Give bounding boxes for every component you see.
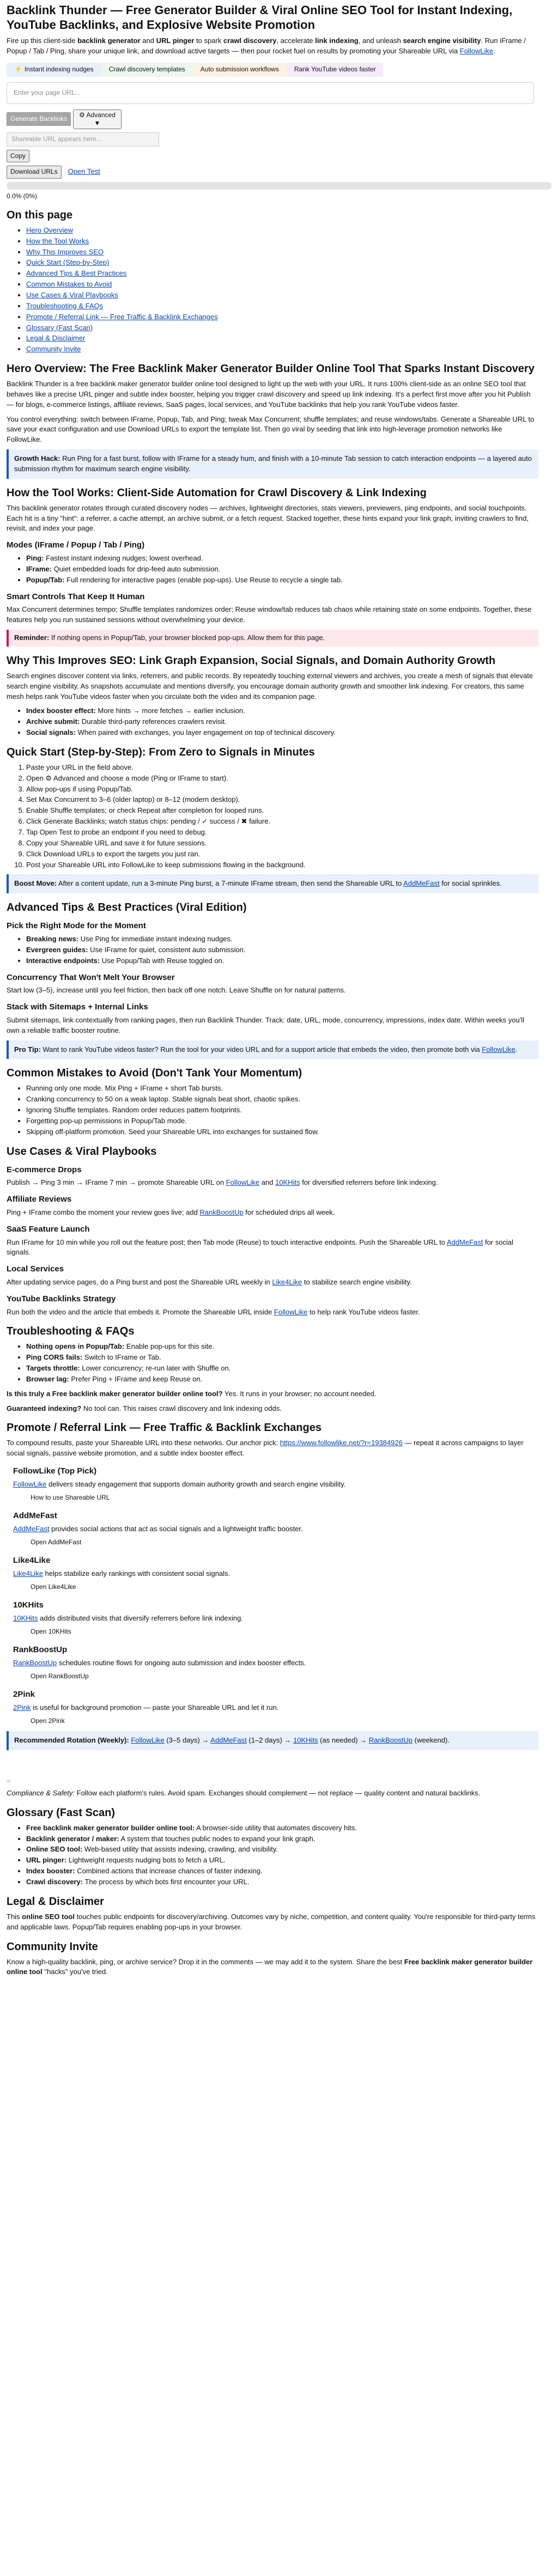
toc-link[interactable]: Quick Start (Step-by-Step) — [26, 258, 110, 267]
list-item: • Forgetting pop-up permissions in Popup/Tab mode. — [26, 1116, 538, 1126]
loading-indicator — [7, 1780, 11, 1783]
list-item: • Backlink generator / maker: A system that touches public nodes to expand your link graph. — [26, 1834, 538, 1844]
10khits-link[interactable]: 10KHits — [275, 1178, 300, 1187]
stack-title: Stack with Sitemaps + Internal Links — [7, 1002, 148, 1012]
legal-text: This online SEO tool touches public endpoints for discovery/archiving. Outcomes vary by niche, competition, and content quality. You're responsible for third-party terms and applicable laws. Popup/Tab requires enabling pop-ups in your browser. — [7, 1912, 536, 1931]
toc-link[interactable]: Why This Improves SEO — [26, 247, 104, 256]
smart-controls-text: Max Concurrent determines tempo; Shuffle templates randomizes order; Reuse window/tab reduces tab chaos while retaining state on some endpoints. Together, these features help you run sustained sessions without overwhelming your device. — [7, 605, 532, 624]
list-item: • Free backlink maker generator builder online tool: A browser-side utility that automates discovery hits. — [26, 1823, 538, 1834]
list-item: • Social signals: When paired with exchanges, you layer engagement on top of technical discovery. — [26, 728, 538, 738]
toc-link[interactable]: Hero Overview — [26, 226, 73, 234]
list-item: • IFrame: Quiet embedded loads for drip-feed auto submission. — [26, 564, 538, 575]
tab-rank-youtube[interactable]: Rank YouTube videos faster — [287, 63, 384, 76]
lightning-icon: ⚡ — [14, 65, 22, 74]
use-cases-title: Use Cases & Viral Playbooks — [7, 1145, 157, 1158]
list-item: • Evergreen guides: Use IFrame for quiet, consistent auto submission. — [26, 945, 538, 955]
partner-button[interactable]: Open 10KHits — [31, 1627, 71, 1635]
toc-title: On this page — [7, 209, 73, 221]
saas-text: Run IFrame for 10 min while you roll out the feature post; then Tab mode (Reuse) to touch interactive endpoints. Push the Shareable URL to AddMeFast for social signals. — [7, 1238, 514, 1257]
addmefast-link[interactable]: AddMeFast — [446, 1238, 483, 1246]
list-item: • Breaking news: Use Ping for immediate instant indexing nudges. — [26, 934, 538, 945]
list-item: 6. Click Generate Backlinks; watch status chips: pending / ✓ success / ✖ failure. — [26, 817, 538, 827]
community-text: Know a high-quality backlink, ping, or archive service? Drop it in the comments — we may add it to the system. Share the best Free backlink maker generator builder online tool "hacks" you've tried. — [7, 1957, 533, 1976]
quick-start-steps — [7, 763, 538, 870]
addmefast-link[interactable]: AddMeFast — [403, 879, 440, 888]
list-item: • Running only one mode. Mix Ping + IFrame + short Tab bursts. — [26, 1083, 538, 1094]
partner-link[interactable]: Like4Like — [13, 1569, 43, 1578]
pro-tip-callout: Pro Tip: Want to rank YouTube videos faster? Run the tool for your video URL and for a support article that embeds the video, then promote both via FollowLike. — [7, 1040, 538, 1059]
list-item: 4. Set Max Concurrent to 3–6 (older laptop) or 8–12 (modern desktop). — [26, 795, 538, 805]
faq-list — [7, 1342, 538, 1384]
toc-list — [7, 226, 538, 355]
list-item: • Ping: Fastest instant indexing nudges; lowest overhead. — [26, 553, 538, 564]
why-list — [7, 706, 538, 738]
modes-title: Modes (IFrame / Popup / Tab / Ping) — [7, 540, 145, 550]
toc-link[interactable]: Legal & Disclaimer — [26, 334, 86, 343]
community-title: Community Invite — [7, 1940, 98, 1953]
why-title: Why This Improves SEO: Link Graph Expansion, Social Signals, and Domain Authority Growth — [7, 654, 496, 667]
ecommerce-text: Publish → Ping 3 min → IFrame 7 min → promote Shareable URL on FollowLike and 10KHits for diversified referrers before link indexing. — [7, 1178, 438, 1187]
hero-paragraph: You control everything: switch between IFrame, Popup, Tab, and Ping; tweak Max Concurrent; shuffle templates; and reuse windows/tabs. Generate a Shareable URL to save your exact configuration and use Download URLs to export the template list. Then go viral by seeding that link into high-leverage promotion networks like FollowLike. — [7, 415, 535, 444]
partner-card-like4like: Like4Like Like4Like helps stabilize early rankings with consistent social signals. Open Like4Like — [13, 1555, 538, 1593]
list-item: 5. Enable Shuffle templates; or check Repeat after completion for looped runs. — [26, 806, 538, 816]
tab-crawl-discovery[interactable]: Crawl discovery templates — [101, 63, 193, 76]
progress-bar — [7, 182, 551, 190]
list-item: 8. Copy your Shareable URL and save it for future sessions. — [26, 838, 538, 849]
faq-answer: Guaranteed indexing? No tool can. This raises crawl discovery and link indexing odds. — [7, 1404, 282, 1412]
generate-backlinks-button[interactable]: Generate Backlinks — [7, 112, 71, 126]
toc-link[interactable]: Community Invite — [26, 345, 81, 354]
mistakes-list — [7, 1083, 538, 1137]
list-item: • Online SEO tool: Web-based utility that assists indexing, crawling, and visibility. — [26, 1844, 538, 1855]
feature-tabs — [7, 63, 538, 76]
hero-paragraph: Backlink Thunder is a free backlink maker generator builder online tool designed to light up the web with your URL. It runs 100% client-side as an online SEO tool that behaves like a precise URL pinger and subtle index booster, helping you trigger crawl discovery and speed up link indexing. It's a perfect first move after you hit Publish — for blogs, e-commerce listings, affiliate reviews, SaaS pages, local services, and YouTube backlinks that help you rank YouTube videos faster. — [7, 380, 531, 409]
chevron-down-icon: ▼ — [94, 119, 101, 127]
growth-hack-callout: Growth Hack: Run Ping for a fast burst, follow with IFrame for a steady hum, and finish with a 10-minute Tab session to catch interaction endpoints — a layered auto submission rhythm for maximum search engine visibility. — [7, 449, 538, 479]
smart-controls-title: Smart Controls That Keep It Human — [7, 592, 145, 601]
referral-link[interactable]: https://www.followlike.net/?r=19384926 — [280, 1439, 403, 1447]
pick-mode-title: Pick the Right Mode for the Moment — [7, 921, 146, 931]
open-test-link[interactable]: Open Test — [68, 167, 100, 176]
intro-text: Fire up this client-side backlink generator and URL pinger to spark crawl discovery, accelerate link indexing, and unleash search engine visibility. Run iFrame / Popup / Tab / Ping, share your unique link, and download active targets — then pour rocket fuel on results by promoting your Shareable URL via FollowLike. — [7, 36, 526, 55]
toc-link[interactable]: Advanced Tips & Best Practices — [26, 269, 127, 278]
faq-title: Troubleshooting & FAQs — [7, 1325, 135, 1338]
why-paragraph: Search engines discover content via links, referrers, and public records. By repeatedly touching external viewers and archives, you create a mesh of signals that elevate search engine visibility. As snapshots accumulate and mentions diversify, you encourage domain authority growth and smoother link indexing. For creators, this same mesh helps rank YouTube videos faster when you circulate both the video and its companion page. — [7, 671, 533, 701]
followlike-link[interactable]: FollowLike — [459, 46, 494, 55]
progress-text: 0.0% (0%) — [7, 192, 38, 200]
affiliate-text: Ping + IFrame combo the moment your review goes live; add RankBoostUp for scheduled drips all week. — [7, 1208, 335, 1216]
list-item: • Skipping off-platform promotion. Seed your Shareable URL into exchanges for sustained flow. — [26, 1127, 538, 1137]
stack-text: Submit sitemaps, link contextually from ranking pages, then run Backlink Thunder. Track: date, URL, mode, concurrency, impressions, index date. Within weeks you'll own a reliable traffic booster routine. — [7, 1015, 524, 1034]
list-item: • Ignoring Shuffle templates. Random order reduces pattern footprints. — [26, 1105, 538, 1116]
faq-answer: Is this truly a Free backlink maker generator builder online tool? Yes. It runs in your browser; no account needed. — [7, 1389, 377, 1398]
list-item: • Popup/Tab: Full rendering for interactive pages (enable pop-ups). Use Reuse to recycle a single tab. — [26, 575, 538, 586]
list-item: 7. Tap Open Test to probe an endpoint if you need to debug. — [26, 827, 538, 838]
promote-intro: To compound results, paste your Shareable URL into these networks. Our anchor pick: https://www.followlike.net/?r=19384926 — repeat it across campaigns to layer social signals, passive website promotion, and a subtle index booster effect. — [7, 1439, 524, 1458]
list-item: • Browser lag: Prefer Ping + IFrame and keep Reuse on. — [26, 1374, 538, 1385]
rankboostup-link[interactable]: RankBoostUp — [368, 1736, 413, 1745]
toc-link[interactable]: Use Cases & Viral Playbooks — [26, 290, 118, 299]
concurrency-text: Start low (3–5), increase until you feel friction, then back off one notch. Leave Shuffle on for natural patterns. — [7, 986, 346, 995]
boost-callout: Boost Move: After a content update, run a 3-minute Ping burst, a 7-minute IFrame stream, then send the Shareable URL to AddMeFast for social sprinkles. — [7, 874, 538, 893]
how-title: How the Tool Works: Client-Side Automation for Crawl Discovery & Link Indexing — [7, 486, 427, 499]
glossary-title: Glossary (Fast Scan) — [7, 1806, 115, 1819]
youtube-title: YouTube Backlinks Strategy — [7, 1294, 116, 1304]
concurrency-title: Concurrency That Won't Melt Your Browser — [7, 972, 175, 982]
reminder-callout: Reminder: If nothing opens in Popup/Tab, your browser blocked pop-ups. Allow them for this page. — [7, 630, 538, 647]
modes-list — [7, 553, 538, 586]
how-paragraph: This backlink generator rotates through curated discovery nodes — archives, lightweight directories, stats viewers, previewers, ping endpoints, and social touchpoints. Each hit is a tiny "hint": a referrer, a cache attempt, an archive submit, or a fetch request. Stacked together, these hints expand your link graph, inviting crawlers to find, revisit, and index your page. — [7, 503, 529, 533]
toc-link[interactable]: Common Mistakes to Avoid — [26, 280, 112, 289]
local-text: After updating service pages, do a Ping burst and post the Shareable URL weekly in Like4Like to stabilize search engine visibility. — [7, 1277, 412, 1286]
list-item: • Index booster: Combined actions that increase chances of faster indexing. — [26, 1866, 538, 1877]
local-title: Local Services — [7, 1264, 64, 1274]
partner-link[interactable]: FollowLike — [13, 1479, 47, 1488]
tab-auto-submission[interactable]: Auto submission workflows — [193, 63, 287, 76]
partner-button[interactable]: How to use Shareable URL — [31, 1493, 110, 1501]
rankboostup-link[interactable]: RankBoostUp — [199, 1208, 244, 1216]
page-title: Backlink Thunder — Free Generator Builder & Viral Online SEO Tool for Instant Indexing, YouTube Backlinks, and Explosive Website Promotion — [7, 3, 513, 32]
list-item: • Ping CORS fails: Switch to IFrame or Tab. — [26, 1353, 538, 1363]
partner-button[interactable]: Open RankBoostUp — [31, 1672, 89, 1680]
partner-button[interactable]: Open Like4Like — [31, 1582, 76, 1591]
toc-link[interactable]: Promote / Referral Link — Free Traffic & Backlink Exchanges — [26, 312, 218, 321]
list-item: • Archive submit: Durable third-party references crawlers revisit. — [26, 717, 538, 727]
partner-link[interactable]: AddMeFast — [13, 1524, 50, 1533]
list-item: 3. Allow pop-ups if using Popup/Tab. — [26, 784, 538, 795]
list-item: 1. Paste your URL in the field above. — [26, 763, 538, 773]
toc-link[interactable]: Troubleshooting & FAQs — [26, 301, 104, 310]
partner-link[interactable]: RankBoostUp — [13, 1658, 57, 1667]
partner-card-followlike: FollowLike (Top Pick) FollowLike delivers steady engagement that supports domain authority growth and search engine visibility. How to use Shareable URL — [13, 1465, 538, 1503]
list-item: • URL pinger: Lightweight requests nudging bots to fetch a URL. — [26, 1855, 538, 1866]
quick-start-title: Quick Start (Step-by-Step): From Zero to Signals in Minutes — [7, 746, 315, 758]
list-item: • Index booster effect: More hints → more fetches → earlier inclusion. — [26, 706, 538, 716]
embed-placeholder — [7, 1755, 538, 1776]
mistakes-title: Common Mistakes to Avoid (Don't Tank Your Momentum) — [7, 1067, 302, 1080]
promote-title: Promote / Referral Link — Free Traffic & Backlink Exchanges — [7, 1422, 322, 1434]
hero-title: Hero Overview: The Free Backlink Maker Generator Builder Online Tool That Sparks Instant Discovery — [7, 363, 535, 375]
followlike-link[interactable]: FollowLike — [274, 1307, 308, 1316]
followlike-link[interactable]: FollowLike — [482, 1045, 515, 1053]
list-item: 10. Post your Shareable URL into FollowLike to keep submissions flowing in the background. — [26, 860, 538, 870]
ecommerce-title: E-commerce Drops — [7, 1165, 82, 1174]
list-item: • Interactive endpoints: Use Popup/Tab with Reuse toggled on. — [26, 956, 538, 966]
list-item: • Cranking concurrency to 50 on a weak laptop. Stable signals beat short, chaotic spikes. — [26, 1094, 538, 1105]
partner-card-addmefast: AddMeFast AddMeFast provides social actions that act as social signals and a lightweight traffic booster. Open AddMeFast — [13, 1510, 538, 1548]
url-input[interactable]: Enter your page URL... — [7, 82, 534, 104]
list-item: 9. Click Download URLs to export the targets you just ran. — [26, 849, 538, 860]
partner-link[interactable]: 10KHits — [13, 1613, 38, 1622]
advanced-toggle[interactable]: ⚙ Advanced ▼ — [73, 109, 122, 129]
pick-mode-list — [7, 934, 538, 966]
download-urls-button[interactable]: Download URLs — [7, 166, 62, 178]
affiliate-title: Affiliate Reviews — [7, 1195, 72, 1204]
advanced-title: Advanced Tips & Best Practices (Viral Edition) — [7, 902, 247, 914]
tool-controls — [7, 109, 538, 129]
partner-card-2pink: 2Pink 2Pink is useful for background promotion — paste your Shareable URL and let it run. Open 2Pink — [13, 1689, 538, 1727]
tab-instant-indexing[interactable]: ⚡ Instant indexing nudges — [7, 63, 101, 76]
shareable-url-field[interactable]: Shareable URL appears here... — [7, 132, 159, 147]
partner-card-10khits: 10KHits 10KHits adds distributed visits that diversify referrers before link indexing. Open 10KHits — [13, 1599, 538, 1637]
glossary-list — [7, 1823, 538, 1887]
partner-link[interactable]: 2Pink — [13, 1703, 31, 1712]
youtube-text: Run both the video and the article that embeds it. Promote the Shareable URL inside FollowLike to help rank YouTube videos faster. — [7, 1307, 420, 1316]
partner-button[interactable]: Open 2Pink — [31, 1716, 65, 1725]
legal-title: Legal & Disclaimer — [7, 1895, 104, 1908]
10khits-link[interactable]: 10KHits — [293, 1736, 318, 1745]
partner-button[interactable]: Open AddMeFast — [31, 1538, 82, 1546]
compliance-note: Compliance & Safety: Follow each platform's rules. Avoid spam. Exchanges should complement — not replace — quality content and natural backlinks. — [7, 1788, 481, 1797]
saas-title: SaaS Feature Launch — [7, 1224, 90, 1234]
partner-card-rankboostup: RankBoostUp RankBoostUp schedules routine flows for ongoing auto submission and index booster effects. Open RankBoostUp — [13, 1644, 538, 1682]
toc-link[interactable]: How the Tool Works — [26, 236, 89, 245]
toc-link[interactable]: Glossary (Fast Scan) — [26, 323, 93, 332]
list-item: • Crawl discovery: The process by which bots first encounter your URL. — [26, 1877, 538, 1887]
followlike-link[interactable]: FollowLike — [131, 1736, 165, 1745]
copy-button[interactable]: Copy — [7, 150, 29, 162]
list-item: • Targets throttle: Lower concurrency; re-run later with Shuffle on. — [26, 1363, 538, 1374]
followlike-link[interactable]: FollowLike — [226, 1178, 260, 1187]
list-item: 2. Open ⚙ Advanced and choose a mode (Ping or IFrame to start). — [26, 774, 538, 784]
like4like-link[interactable]: Like4Like — [272, 1277, 302, 1286]
list-item: • Nothing opens in Popup/Tab: Enable pop-ups for this site. — [26, 1342, 538, 1352]
addmefast-link[interactable]: AddMeFast — [210, 1736, 247, 1745]
rotation-callout: Recommended Rotation (Weekly): FollowLike (3–5 days) → AddMeFast (1–2 days) → 10KHits (as needed) → RankBoostUp (weekend). — [7, 1731, 538, 1750]
